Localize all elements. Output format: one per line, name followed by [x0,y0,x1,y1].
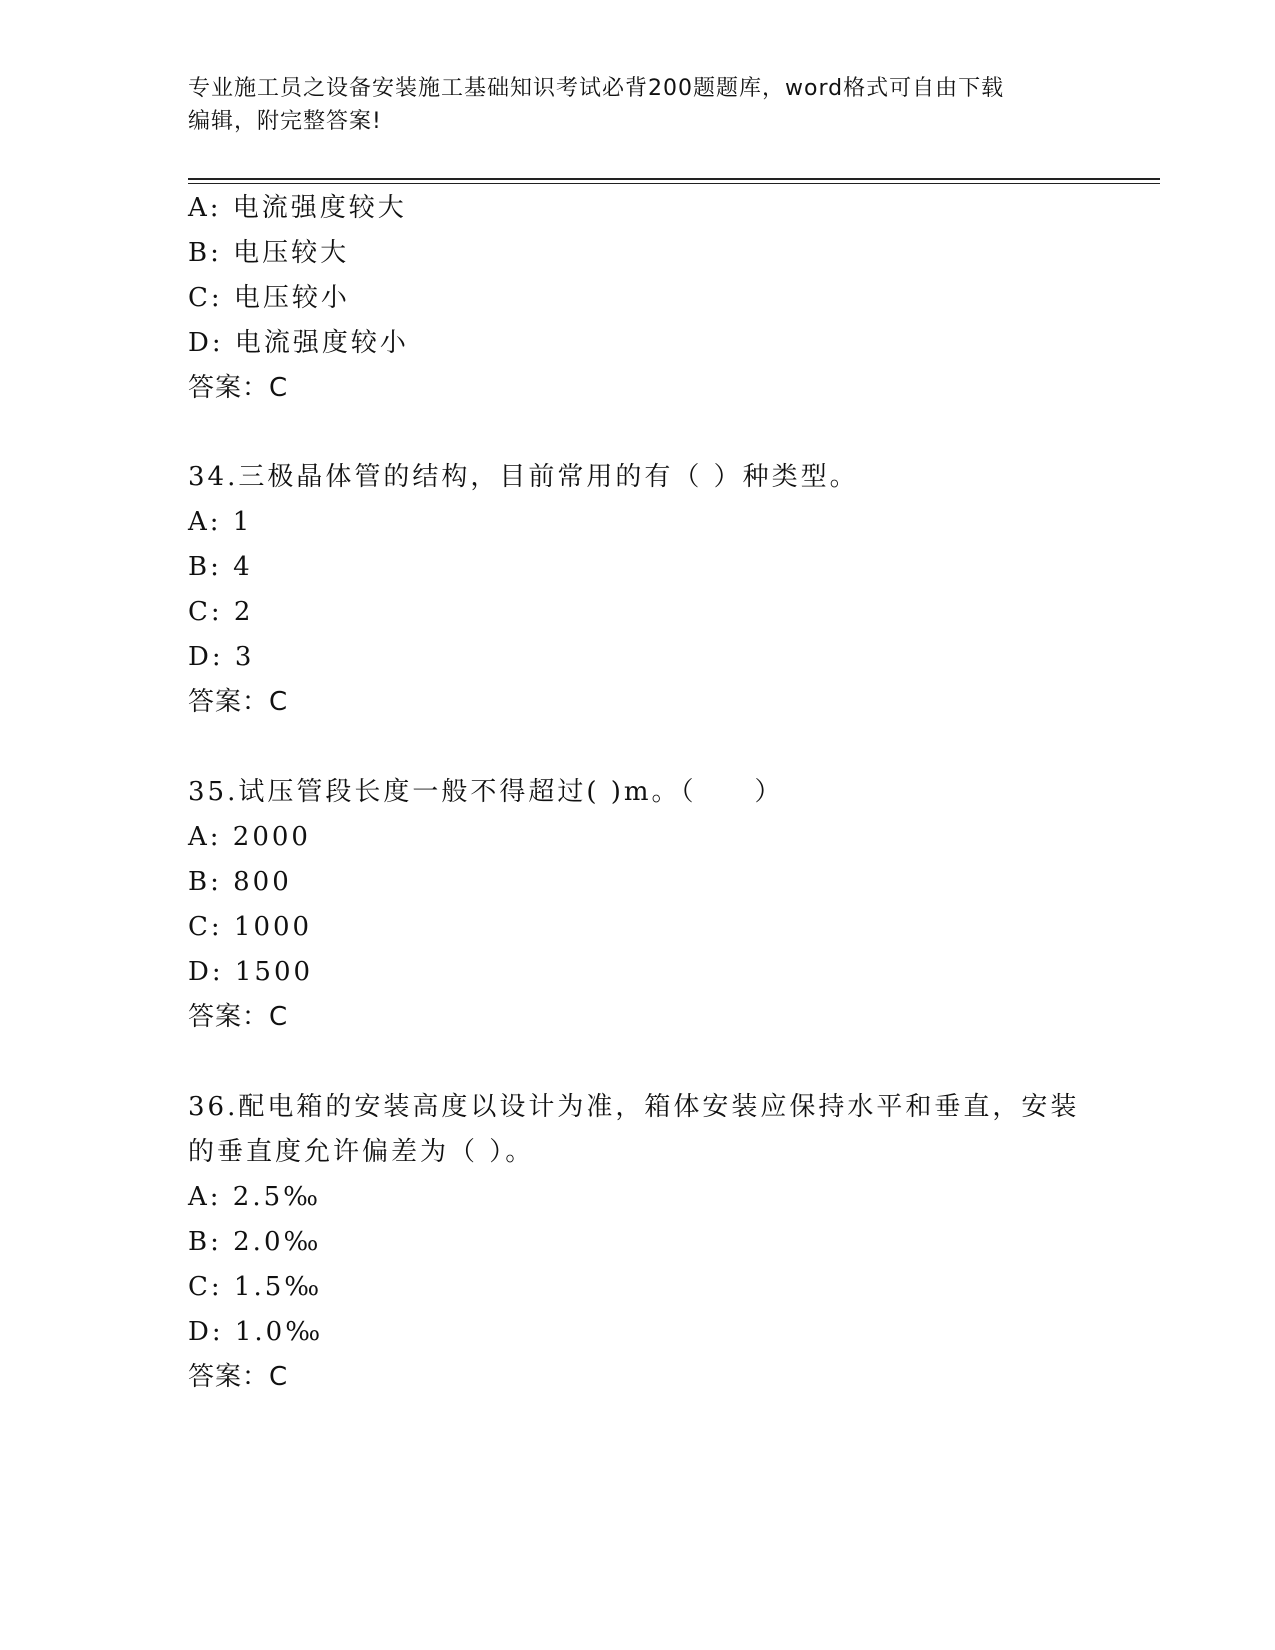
q33-option-a: A: 电流强度较大 [188,193,407,223]
header-divider-thin [188,183,1160,184]
q35-option-c: C: 1000 [188,912,313,942]
header-line-2: 编辑，附完整答案! [188,109,382,134]
q34-option-d: D: 3 [188,642,255,672]
q33-option-c: C: 电压较小 [188,283,350,313]
q34-option-b: B: 4 [188,552,253,582]
q36-option-d: D: 1.0‰ [188,1317,324,1347]
q33-answer: 答案：C [188,373,289,403]
q34-option-a: A: 1 [188,507,253,537]
q34-answer: 答案：C [188,687,289,717]
q35-stem: 35.试压管段长度一般不得超过( )m。（ ） [188,777,784,807]
header-divider-thick [188,178,1160,180]
q35-answer: 答案：C [188,1002,289,1032]
q34-stem: 34.三极晶体管的结构，目前常用的有（ ）种类型。 [188,462,859,492]
q36-answer: 答案：C [188,1362,289,1392]
q36-option-b: B: 2.0‰ [188,1227,322,1257]
q36-option-c: C: 1.5‰ [188,1272,323,1302]
q35-option-a: A: 2000 [188,822,311,852]
q36-stem-line-1: 36.配电箱的安装高度以设计为准，箱体安装应保持水平和垂直，安装 [188,1092,1080,1122]
document-header [188,72,1088,138]
q35-option-b: B: 800 [188,867,292,897]
q33-option-b: B: 电压较大 [188,238,350,268]
q35-option-d: D: 1500 [188,957,314,987]
q36-stem-line-2: 的垂直度允许偏差为（ ）。 [188,1137,535,1167]
q36-option-a: A: 2.5‰ [188,1182,322,1212]
q33-option-d: D: 电流强度较小 [188,328,409,358]
header-line-1: 专业施工员之设备安装施工基础知识考试必背200题题库，word格式可自由下载 [188,76,1005,101]
q34-option-c: C: 2 [188,597,254,627]
